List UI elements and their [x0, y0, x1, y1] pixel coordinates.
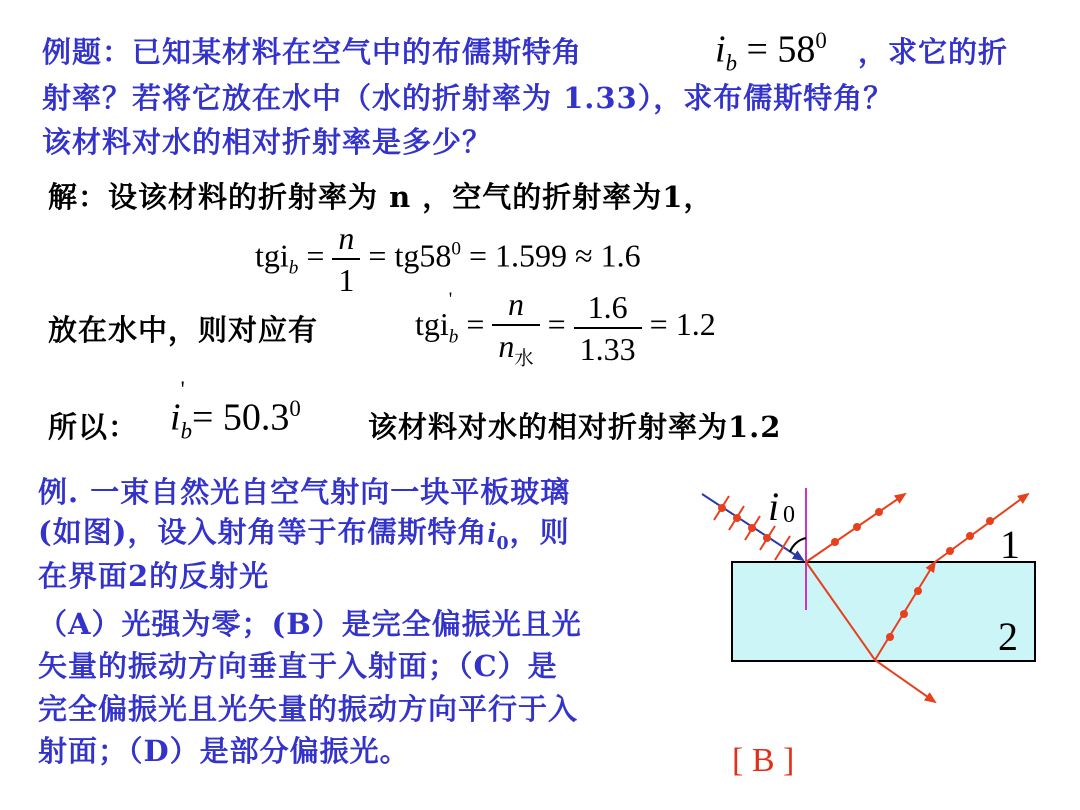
problem1-line1-tail: ，求它的折 [858, 35, 1009, 69]
solution-line1: 解：设该材料的折射率为 n ，空气的折射率为1， [48, 180, 714, 214]
problem2-line4: （A）光强为零；(B）是完全偏振光且光 [38, 607, 582, 641]
transmitted-ray [875, 660, 935, 702]
problem1-line3: 该材料对水的相对折射率是多少？ [42, 125, 493, 159]
problem2-line3: 在界面2的反射光 [38, 559, 270, 593]
equation-2: tgi ' $_b$ = $\frac{n}{n_水}$ = $\frac{1.6}{1.33}$ = 1.2 [415, 286, 716, 370]
problem2-line1: 例. 一束自然光自空气射向一块平板玻璃 [38, 475, 571, 509]
problem1-line2: 射率？若将它放在水中（水的折射率为 1.33），求布儒斯特角？ [42, 81, 894, 115]
problem2-line7: 射面；（D）是部分偏振光。 [38, 734, 410, 768]
angle-label: i [768, 484, 780, 529]
answer-label: [ B ] [732, 742, 795, 779]
result-text: 该材料对水的相对折射率为1.2 [368, 410, 782, 444]
fraction-1.6-over-1.33: $\frac{1.6}{1.33}$ [574, 291, 642, 365]
equation-1: tgi$_b$ = $\frac{n}{1}$ = $tg58^0 = 1.599 \approx 1.6$ [255, 220, 641, 298]
problem2-line6: 完全偏振光且光矢量的振动方向平行于入 [38, 692, 579, 726]
water-label: 放在水中，则对应有 [48, 313, 319, 347]
interface-1-label: 1 [1000, 522, 1020, 567]
angle-arc [790, 538, 806, 552]
interface-2-label: 2 [998, 614, 1018, 659]
angle-label-sub: 0 [783, 502, 795, 528]
emerging-dots [946, 517, 994, 555]
problem2-line2: (如图)，设入射角等于布儒斯特角$i_0$，则 [38, 515, 570, 554]
problem1-text1: 例题：已知某材料在空气中的布儒斯特角 [42, 35, 583, 69]
brewster-angle-expr: $i_b = 58^0$ [715, 28, 827, 76]
so-label: 所以： [48, 410, 139, 444]
problem2-line5: 矢量的振动方向垂直于入射面；（C）是 [38, 649, 558, 683]
result-angle: i ' $_b= 50.3^0$ [170, 376, 301, 444]
fraction-n-over-1: $\frac{n}{1}$ [332, 222, 360, 296]
fraction-n-over-nwater: $\frac{n}{n_水}$ [492, 288, 539, 368]
